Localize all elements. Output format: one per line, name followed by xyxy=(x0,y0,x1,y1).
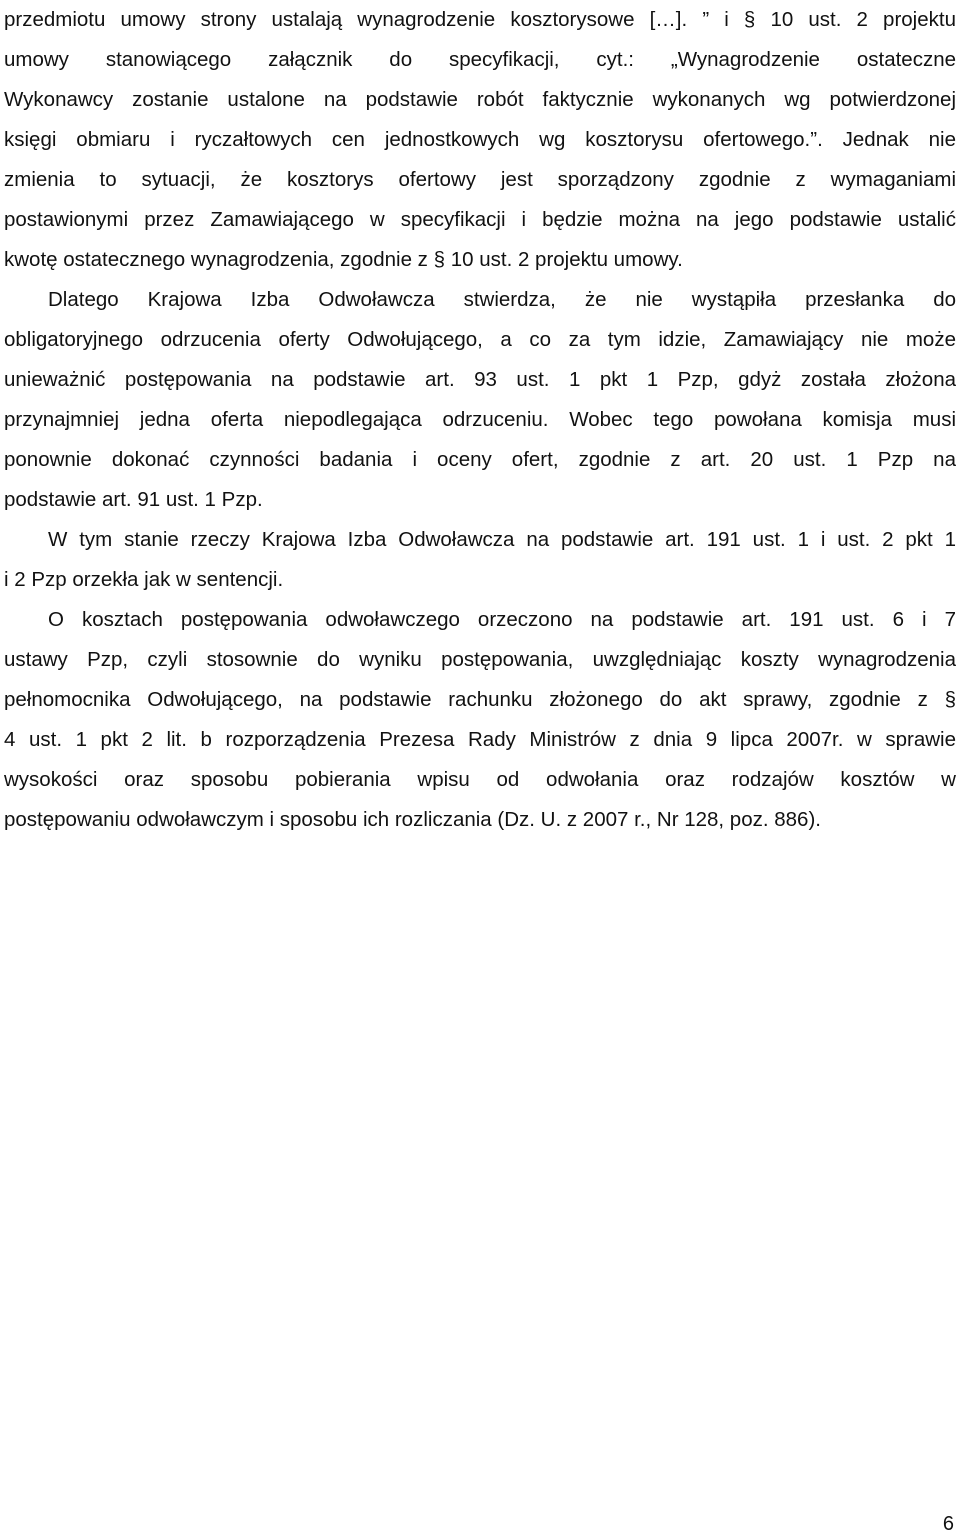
body-text xyxy=(4,0,956,840)
text-line: podstawie art. 91 ust. 1 Pzp. xyxy=(4,488,263,511)
text-line: kwotę ostatecznego wynagrodzenia, zgodnie z § 10 ust. 2 projektu umowy. xyxy=(4,248,683,271)
text-line: W tym stanie rzeczy Krajowa Izba Odwoławcza na podstawie art. 191 ust. 1 i ust. 2 pkt 1 xyxy=(48,528,956,551)
text-line: przedmiotu umowy strony ustalają wynagrodzenie kosztorysowe […]. ” i § 10 ust. 2 projektu xyxy=(4,8,956,31)
text-line: umowy stanowiącego załącznik do specyfikacji, cyt.: „Wynagrodzenie ostateczne xyxy=(4,48,956,71)
text-line: 4 ust. 1 pkt 2 lit. b rozporządzenia Prezesa Rady Ministrów z dnia 9 lipca 2007r. w sprawie xyxy=(4,728,956,751)
text-line: wysokości oraz sposobu pobierania wpisu od odwołania oraz rodzajów kosztów w xyxy=(4,768,956,791)
text-line: Dlatego Krajowa Izba Odwoławcza stwierdza, że nie wystąpiła przesłanka do xyxy=(48,288,956,311)
text-line: księgi obmiaru i ryczałtowych cen jednostkowych wg kosztorysu ofertowego.”. Jednak nie xyxy=(4,128,956,151)
text-line: postawionymi przez Zamawiającego w specyfikacji i będzie można na jego podstawie ustalić xyxy=(4,208,956,231)
text-line: zmienia to sytuacji, że kosztorys ofertowy jest sporządzony zgodnie z wymaganiami xyxy=(4,168,956,191)
text-line: postępowaniu odwoławczym i sposobu ich rozliczania (Dz. U. z 2007 r., Nr 128, poz. 886). xyxy=(4,808,821,831)
text-line: unieważnić postępowania na podstawie art. 93 ust. 1 pkt 1 Pzp, gdyż została złożona xyxy=(4,368,956,391)
text-line: przynajmniej jedna oferta niepodlegająca odrzuceniu. Wobec tego powołana komisja musi xyxy=(4,408,956,431)
page-number: 6 xyxy=(942,1513,954,1535)
text-line: obligatoryjnego odrzucenia oferty Odwołującego, a co za tym idzie, Zamawiający nie może xyxy=(4,328,956,351)
text-line: i 2 Pzp orzekła jak w sentencji. xyxy=(4,568,284,591)
text-line: ustawy Pzp, czyli stosownie do wyniku postępowania, uwzględniając koszty wynagrodzenia xyxy=(4,648,956,671)
text-line: Wykonawcy zostanie ustalone na podstawie robót faktycznie wykonanych wg potwierdzonej xyxy=(4,88,956,111)
text-line: pełnomocnika Odwołującego, na podstawie rachunku złożonego do akt sprawy, zgodnie z § xyxy=(4,688,956,711)
text-line: O kosztach postępowania odwoławczego orzeczono na podstawie art. 191 ust. 6 i 7 xyxy=(48,608,956,631)
text-line: ponownie dokonać czynności badania i oceny ofert, zgodnie z art. 20 ust. 1 Pzp na xyxy=(4,448,956,471)
